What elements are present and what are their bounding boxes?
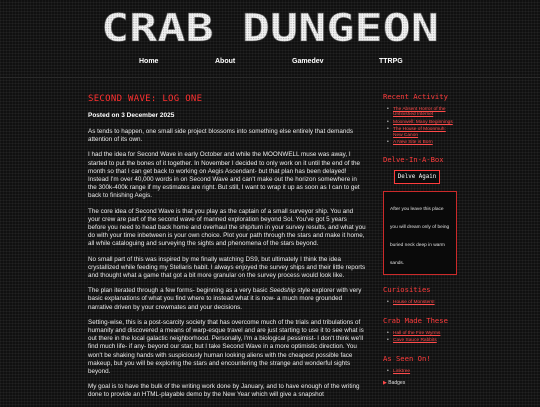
recent-item bbox=[393, 120, 453, 125]
triangle-right-icon: ▶ bbox=[383, 380, 387, 387]
logo-text: CRAB DUNGEON bbox=[101, 8, 439, 48]
crab-made-item bbox=[393, 331, 453, 336]
nav-about[interactable]: About bbox=[215, 58, 236, 65]
nav-gamedev[interactable]: Gamedev bbox=[292, 58, 324, 65]
post-paragraph: Setting-wise, this is a post-scarcity society that has overcome much of the trials and tribulations of humanity and discovered a means of warp-esque travel and are just starting to use it to see what is out there in the local galactic neighborhood. Personally, I'm a biological pessimist- I don't think we'll find much life- if any- beyond our star, but I take Second Wave in a more optimistic direction. You won't be shaking hands with suspiciously human looking aliens with the cheapest possible face makeup, but you will be exploring the stars and encountering the strange and wonderful sights beyond. bbox=[88, 318, 364, 376]
main-nav bbox=[0, 58, 540, 72]
recent-item bbox=[393, 140, 453, 145]
post-paragraph: My goal is to have the bulk of the writing work done by January, and to have enough of the writing done to provide an HTML-playable demo by the New Year which will give a snapshot bbox=[88, 383, 360, 399]
curiosity-item bbox=[393, 300, 453, 305]
nav-divider bbox=[0, 77, 540, 78]
curiosity-link-house-monsters[interactable]: House of Monsters! bbox=[393, 300, 435, 306]
post-date: Posted on 3 December 2025 bbox=[88, 112, 175, 119]
delve-again-button[interactable]: Delve Again bbox=[394, 170, 440, 184]
curiosities-list bbox=[383, 300, 453, 305]
post-paragraph: As tends to happen, one small side project blossoms into something else entirely that demands attention of its own. bbox=[88, 128, 353, 144]
nav-home[interactable]: Home bbox=[139, 58, 159, 65]
p5-end: style explorer with very basic explanations of what you find where to instead what it is now- a much more grounded narrative driven by your crewmates and your decisions. bbox=[88, 287, 362, 311]
badges-toggle[interactable] bbox=[383, 380, 453, 386]
post-title: SECOND WAVE: LOG ONE bbox=[88, 94, 203, 104]
delve-result-box bbox=[383, 191, 457, 275]
crab-made-list bbox=[383, 331, 453, 344]
logo-graphic bbox=[98, 8, 442, 48]
as-seen-on-heading: As Seen On! bbox=[383, 353, 431, 363]
post-paragraph: I had the idea for Second Wave in early October and while the MOONWELL muse was away, I started to put the bones of it together. In November I decided to only work on it until the end of the month so that I can get back to working on Aegis Ascendant- but that plan has been delayed! Instead I'm over 40,000 words in on Second Wave and can't make out the horizon somewhere in the 300k-400k range if my estimates are right. But still, I want to wrap it up as soon as I can to get back to finishing Aegis. bbox=[88, 151, 360, 200]
post-body bbox=[88, 128, 366, 400]
site-logo[interactable] bbox=[98, 8, 442, 48]
recent-activity-list bbox=[383, 107, 453, 145]
nav-ttrpg[interactable]: TTRPG bbox=[379, 58, 403, 65]
crab-made-link-fire-wyrms[interactable]: Hall of the Fire Wyrms bbox=[393, 330, 441, 336]
delve-result-text: After you leave this place you will dream only of being buried neck deep in warm sands. bbox=[390, 207, 450, 267]
recent-link-moonwell[interactable]: Moonwell: Many Beginnings bbox=[393, 119, 453, 125]
recent-item bbox=[393, 107, 453, 118]
crab-made-heading: Crab Made These bbox=[383, 315, 448, 325]
post-paragraph bbox=[88, 287, 366, 312]
crab-made-link-cave-sauce[interactable]: Cave Sauce Rabbits bbox=[393, 338, 437, 344]
recent-activity-heading: Recent Activity bbox=[383, 92, 448, 101]
crab-made-item bbox=[393, 338, 453, 343]
post-paragraph: The core idea of Second Wave is that you play as the captain of a small surveyor ship. You and your crew are part of the second wave of manned exploration beyond Sol. You've got 5 years before you need to head back home and overhaul the ship/turn in your survey results, and what you do with your time inbetween is your own choice. Plot your path through the stars and make it home, all while cataloguing and surveying the sights and phenomena of the stars beyond. bbox=[88, 207, 366, 248]
seedship-emphasis: Seedship bbox=[269, 287, 296, 295]
as-seen-on-list bbox=[383, 369, 453, 374]
curiosities-heading: Curiosities bbox=[383, 285, 431, 295]
seen-on-item bbox=[393, 369, 453, 374]
badges-label: Badges bbox=[388, 380, 406, 387]
seen-on-link-linktree[interactable]: Linktree bbox=[393, 368, 411, 374]
post-main bbox=[88, 94, 366, 407]
recent-link-absent-horror[interactable]: The Absent Horror of the Unfinished Internet bbox=[393, 107, 446, 118]
p5-start: The plan iterated through a few forms- beginning as a very basic bbox=[88, 287, 270, 295]
recent-item bbox=[393, 127, 453, 138]
recent-link-new-site[interactable]: A New Site is Born bbox=[393, 140, 433, 146]
sidebar bbox=[383, 92, 453, 386]
recent-link-house-moonmuh[interactable]: The House of Moonmuh: New Canon bbox=[393, 127, 446, 138]
post-paragraph: No small part of this was inspired by me finally watching DS9, but ultimately I think the idea crystallized while feeding my Stellaris habit. I always enjoyed the survey ships and their little reports and thought what a game that got a bit more granular on the survey process would look like. bbox=[88, 255, 366, 280]
delve-heading: Delve-In-A-Box bbox=[383, 155, 444, 165]
